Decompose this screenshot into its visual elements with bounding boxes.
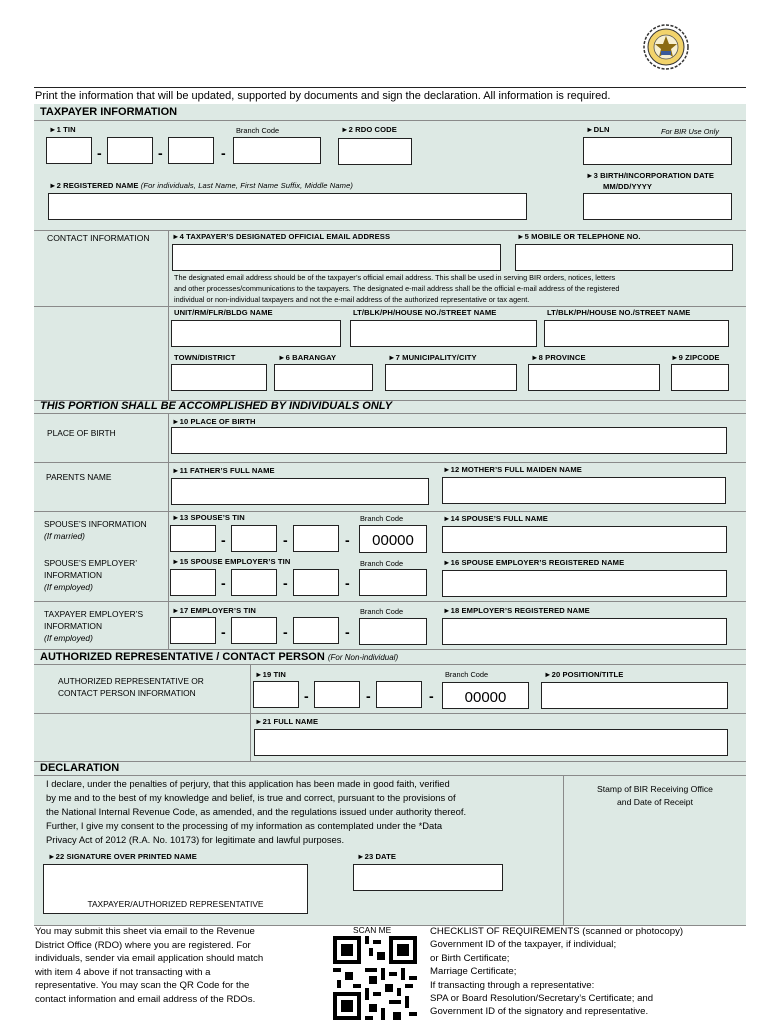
mother-name-label: ►12 MOTHER’S FULL MAIDEN NAME — [443, 465, 582, 474]
spouse-employer-side-label: SPOUSE’S EMPLOYER’ INFORMATION (If employed) — [44, 558, 138, 592]
mother-name-input[interactable] — [442, 477, 726, 504]
barangay-input[interactable] — [274, 364, 373, 391]
tin-separator: - — [158, 145, 163, 161]
rep-tin-part-3-input[interactable] — [376, 681, 422, 708]
stamp-label: Stamp of BIR Receiving Office — [597, 784, 713, 794]
branch-code-label: Branch Code — [360, 607, 404, 616]
position-input[interactable] — [541, 682, 728, 709]
municipality-label: ►7 MUNICIPALITY/CITY — [388, 353, 477, 362]
spouse-tin-part-3-input[interactable] — [293, 525, 339, 552]
spouse-side-label: SPOUSE’S INFORMATION (If married) — [44, 519, 147, 541]
individuals-heading: THIS PORTION SHALL BE ACCOMPLISHED BY INDIVIDUALS ONLY — [40, 400, 393, 412]
tin-separator: - — [221, 624, 226, 640]
tin-separator: - — [345, 575, 350, 591]
signature-label: ►22 SIGNATURE OVER PRINTED NAME — [48, 852, 197, 861]
spouse-employer-branch-input[interactable] — [359, 569, 427, 596]
employer-name-input[interactable] — [442, 618, 727, 645]
spouse-employer-tin-part-3-input[interactable] — [293, 569, 339, 596]
tin-separator: - — [97, 145, 102, 161]
date-input[interactable] — [353, 864, 503, 891]
email-label: ►4 TAXPAYER’S DESIGNATED OFFICIAL EMAIL ADDRESS — [172, 232, 391, 241]
spouse-employer-tin-label: ►15 SPOUSE EMPLOYER’S TIN — [172, 557, 291, 566]
spouse-branch-code-value: 00000 — [372, 532, 414, 549]
birth-date-format: MM/DD/YYYY — [603, 182, 653, 191]
requirements-checklist: CHECKLIST OF REQUIREMENTS (scanned or photocopy) Government ID of the taxpayer, if individual; or Birth Certificate; Marriage Certificate; If transacting through a representative: SPA or Board Resolution/Secretary’s Certificate; and Government ID of the signatory and representative. — [430, 926, 684, 1018]
email-note: individual or non-individual taxpayers and not the e-mail address of the authorized representative or tax agent. — [174, 295, 530, 304]
tin-part-3-input[interactable] — [168, 137, 214, 164]
rep-tin-part-1-input[interactable] — [253, 681, 299, 708]
email-note: and other processes/communications to the taxpayers. The designated e-mail address shall be the official e-mail address of the registered — [174, 284, 620, 293]
rdo-code-label: ►2 RDO CODE — [341, 125, 397, 134]
signature-caption: TAXPAYER/AUTHORIZED REPRESENTATIVE — [87, 899, 264, 909]
street-2-input[interactable] — [544, 320, 729, 347]
employer-tin-part-1-input[interactable] — [170, 617, 216, 644]
rep-tin-label: ►19 TIN — [255, 670, 287, 679]
branch-code-input[interactable] — [233, 137, 321, 164]
tin-separator: - — [345, 532, 350, 548]
tin-separator: - — [221, 532, 226, 548]
spouse-name-label: ►14 SPOUSE’S FULL NAME — [443, 514, 548, 523]
town-input[interactable] — [171, 364, 267, 391]
spouse-employer-name-label: ►16 SPOUSE EMPLOYER’S REGISTERED NAME — [443, 558, 625, 567]
province-input[interactable] — [528, 364, 660, 391]
email-input[interactable] — [172, 244, 501, 271]
place-side-label: PLACE OF BIRTH — [47, 428, 116, 438]
date-label: ►23 DATE — [357, 852, 396, 861]
rdo-qr-code[interactable] — [333, 936, 417, 1020]
stamp-label: and Date of Receipt — [617, 797, 693, 807]
rdo-code-input[interactable] — [338, 138, 412, 165]
phone-input[interactable] — [515, 244, 733, 271]
street-input[interactable] — [350, 320, 537, 347]
place-of-birth-label: ►10 PLACE OF BIRTH — [172, 417, 256, 426]
spouse-tin-part-2-input[interactable] — [231, 525, 277, 552]
taxpayer-heading: TAXPAYER INFORMATION — [40, 106, 178, 118]
branch-code-label: Branch Code — [445, 670, 489, 679]
registered-name-input[interactable] — [48, 193, 527, 220]
employer-name-label: ►18 EMPLOYER’S REGISTERED NAME — [443, 606, 590, 615]
father-name-input[interactable] — [171, 478, 429, 505]
bir-use-only-note: For BIR Use Only — [661, 127, 719, 136]
employer-tin-label: ►17 EMPLOYER’S TIN — [172, 606, 257, 615]
tin-separator: - — [345, 624, 350, 640]
dln-input[interactable] — [583, 137, 732, 165]
barangay-label: ►6 BARANGAY — [278, 353, 337, 362]
tin-separator: - — [304, 688, 309, 704]
parents-side-label: PARENTS NAME — [46, 472, 112, 482]
rep-branch-code-value: 00000 — [464, 689, 507, 706]
tin-part-1-input[interactable] — [46, 137, 92, 164]
spouse-employer-tin-part-2-input[interactable] — [231, 569, 277, 596]
tin-part-2-input[interactable] — [107, 137, 153, 164]
province-label: ►8 PROVINCE — [531, 353, 586, 362]
declaration-heading: DECLARATION — [40, 762, 120, 774]
submission-instructions: You may submit this sheet via email to the Revenue District Office (RDO) where you are registered. For individuals, sender via email application should match with item 4 above if not transacting with a representative. You may scan the QR Code for the contact information and email address of the RDOs. — [35, 926, 264, 1005]
dln-label: ►DLN — [586, 125, 610, 134]
spouse-employer-tin-part-1-input[interactable] — [170, 569, 216, 596]
birth-date-input[interactable] — [583, 193, 732, 220]
town-label: TOWN/DISTRICT — [174, 353, 236, 362]
unit-input[interactable] — [171, 320, 341, 347]
tin-separator: - — [366, 688, 371, 704]
employer-tin-part-3-input[interactable] — [293, 617, 339, 644]
email-note: The designated email address should be of the taxpayer’s official email address. This shall be used in serving BIR orders, notices, letters — [174, 273, 616, 282]
place-of-birth-input[interactable] — [171, 427, 727, 454]
bir-seal — [640, 23, 692, 71]
tin-label: ►1 TIN — [49, 125, 76, 134]
spouse-name-input[interactable] — [442, 526, 727, 553]
tin-separator: - — [221, 575, 226, 591]
phone-label: ►5 MOBILE OR TELEPHONE NO. — [517, 232, 641, 241]
spouse-tin-part-1-input[interactable] — [170, 525, 216, 552]
branch-code-label: Branch Code — [360, 514, 404, 523]
rep-tin-part-2-input[interactable] — [314, 681, 360, 708]
spouse-tin-label: ►13 SPOUSE’S TIN — [172, 513, 245, 522]
street-label: LT/BLK/PH/HOUSE NO./STREET NAME — [547, 308, 691, 317]
form-instructions: Print the information that will be updated, supported by documents and sign the declaration. All information is required. — [35, 90, 611, 102]
position-label: ►20 POSITION/TITLE — [544, 670, 624, 679]
tin-separator: - — [429, 688, 434, 704]
spouse-employer-name-input[interactable] — [442, 570, 727, 597]
employer-tin-part-2-input[interactable] — [231, 617, 277, 644]
street-label: LT/BLK/PH/HOUSE NO./STREET NAME — [353, 308, 497, 317]
zipcode-input[interactable] — [671, 364, 729, 391]
zipcode-label: ►9 ZIPCODE — [671, 353, 720, 362]
father-name-label: ►11 FATHER’S FULL NAME — [172, 466, 275, 475]
tin-separator: - — [283, 575, 288, 591]
rep-fullname-label: ►21 FULL NAME — [255, 717, 319, 726]
unit-label: UNIT/RM/FLR/BLDG NAME — [174, 308, 273, 317]
declaration-text: I declare, under the penalties of perjury, that this application has been made in good faith, verified by me and to the best of my knowledge and belief, is true and correct, pursuant to the provisions of the National Internal Revenue Code, as amended, and the regulations issued under authority thereof. Further, I give my consent to the processing of my information as contemplated under the *Data Privacy Act of 2012 (R.A. No. 10173) for legitimate and lawful purposes. — [46, 778, 467, 845]
tin-separator: - — [283, 532, 288, 548]
branch-code-label: Branch Code — [360, 559, 404, 568]
tin-separator: - — [221, 145, 226, 161]
rep-fullname-input[interactable] — [254, 729, 728, 756]
tin-separator: - — [283, 624, 288, 640]
contact-side-label: CONTACT INFORMATION — [47, 233, 150, 243]
registered-name-label: ►2 REGISTERED NAME (For individuals, Last Name, First Name Suffix, Middle Name) — [49, 181, 354, 190]
birth-date-label: ►3 BIRTH/INCORPORATION DATE — [586, 171, 715, 180]
taxpayer-employer-side-label: TAXPAYER EMPLOYER’S INFORMATION (If employed) — [44, 609, 144, 643]
municipality-input[interactable] — [385, 364, 517, 391]
scan-me-label: SCAN ME — [353, 925, 392, 935]
representative-side-label: AUTHORIZED REPRESENTATIVE OR CONTACT PERSON INFORMATION — [58, 676, 204, 698]
branch-code-label: Branch Code — [236, 126, 280, 135]
representative-heading: AUTHORIZED REPRESENTATIVE / CONTACT PERSON (For Non-individual) — [40, 651, 399, 663]
employer-branch-input[interactable] — [359, 618, 427, 645]
